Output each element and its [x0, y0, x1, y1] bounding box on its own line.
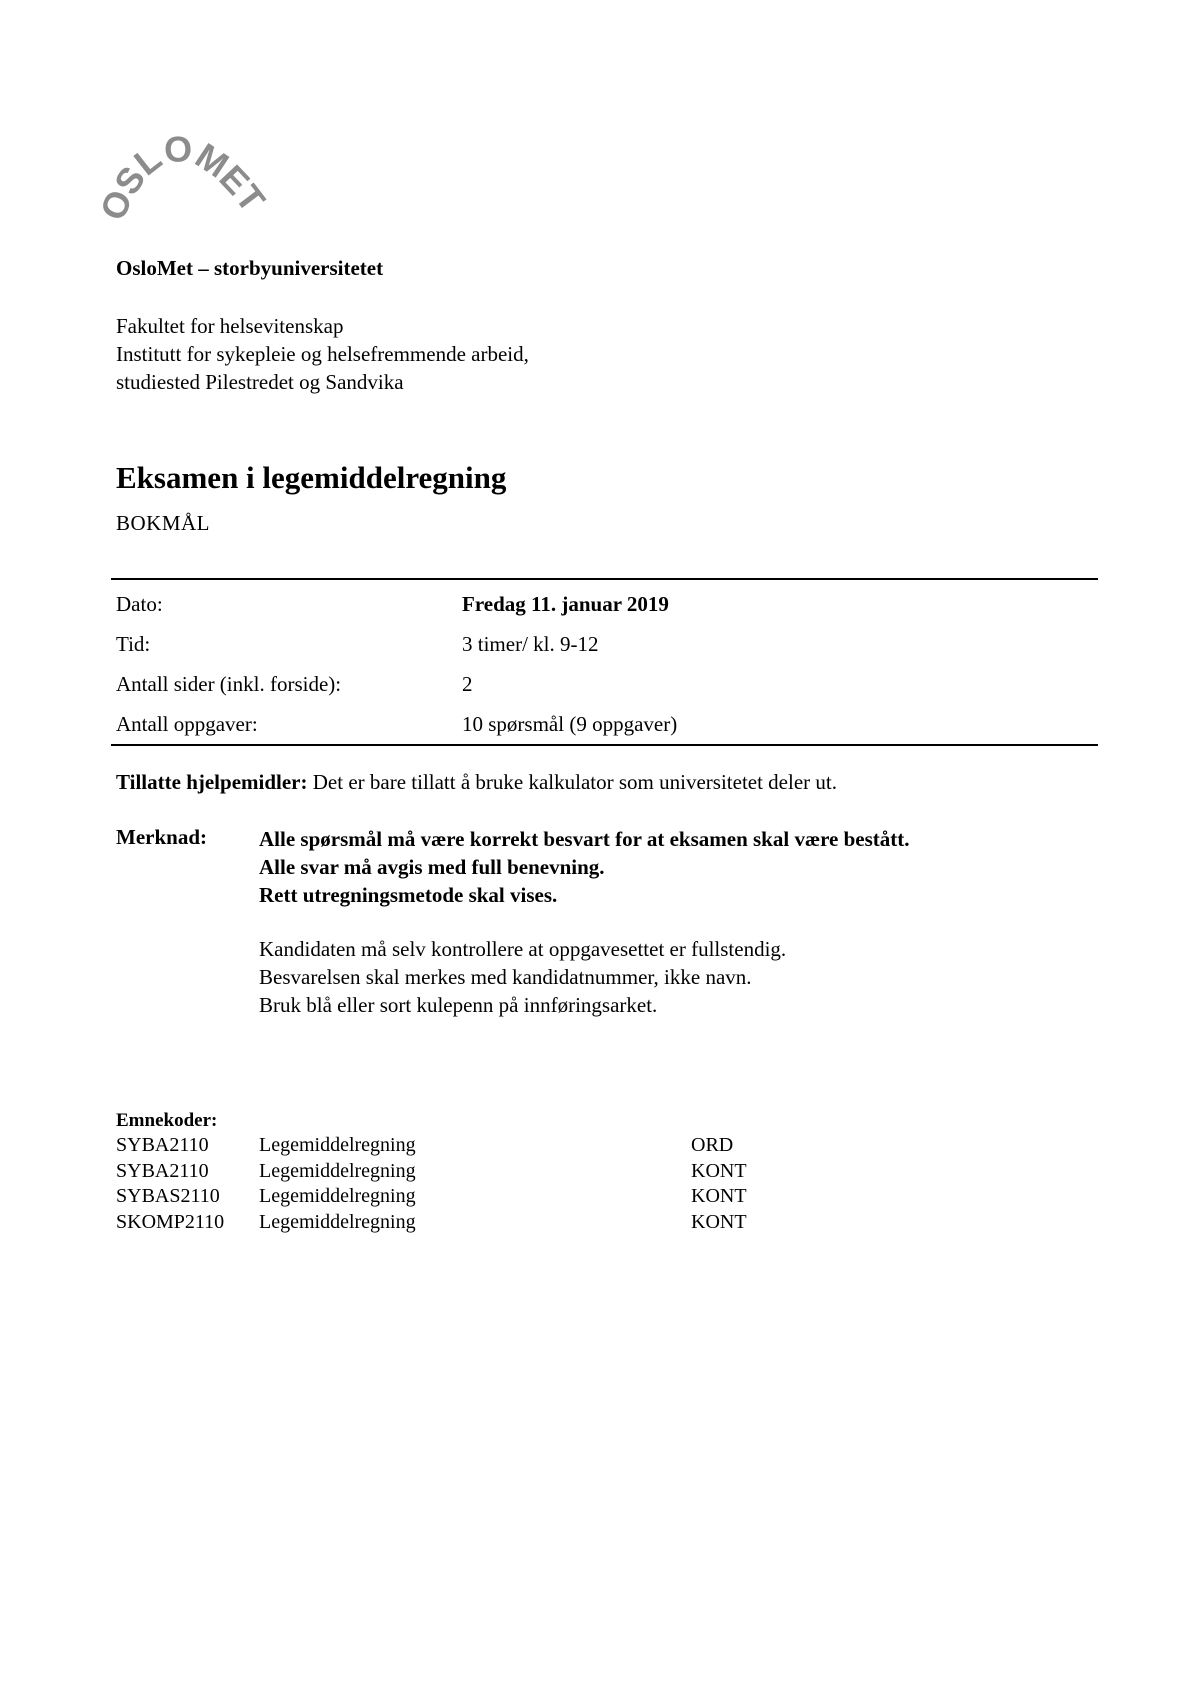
- info-label: Dato:: [116, 591, 163, 616]
- info-row-tasks: [111, 704, 1098, 745]
- info-value-tasks: 10 spørsmål (9 oppgaver): [462, 711, 678, 736]
- info-label: Antall sider (inkl. forside):: [116, 671, 342, 696]
- course-codes-table: [116, 1134, 747, 1236]
- course-code-row: [116, 1160, 747, 1186]
- exam-title: Eksamen i legemiddelregning: [116, 460, 507, 495]
- remark-line: Alle svar må avgis med full benevning.: [259, 855, 605, 879]
- instruction-line: Kandidaten må selv kontrollere at oppgavesettet er fullstendig.: [259, 937, 787, 961]
- allowed-aids-label: Tillatte hjelpemidler:: [116, 770, 308, 794]
- institute-line: Institutt for sykepleie og helsefremmende arbeid,: [116, 342, 529, 366]
- info-label: Tid:: [116, 631, 151, 656]
- course-type: KONT: [691, 1159, 747, 1182]
- campus-line: studiested Pilestredet og Sandvika: [116, 370, 404, 394]
- course-type: KONT: [691, 1210, 747, 1233]
- course-name: Legemiddelregning: [259, 1159, 416, 1182]
- institution-name: OsloMet – storbyuniversitetet: [116, 256, 384, 280]
- course-name: Legemiddelregning: [259, 1185, 416, 1207]
- remarks-bold-block: [259, 825, 910, 909]
- info-label: Antall oppgaver:: [116, 711, 258, 736]
- info-row-date: [111, 579, 1098, 624]
- course-code: SKOMP2110: [116, 1210, 225, 1233]
- info-row-time: [111, 624, 1098, 664]
- oslomet-logo-graphic: [91, 128, 274, 228]
- remark-line: Alle spørsmål må være korrekt besvart for at eksamen skal være bestått.: [259, 827, 910, 851]
- allowed-aids-text: Det er bare tillatt å bruke kalkulator som universitetet deler ut.: [312, 770, 837, 794]
- oslomet-logo-text: OSLOMET: [91, 128, 274, 227]
- remark-line: Rett utregningsmetode skal vises.: [259, 883, 558, 907]
- course-code: SYBA2110: [116, 1134, 209, 1156]
- remarks-label: Merknad:: [116, 825, 207, 849]
- instruction-line: Bruk blå eller sort kulepenn på innføringsarket.: [259, 993, 658, 1017]
- course-name: Legemiddelregning: [259, 1134, 416, 1156]
- course-type: KONT: [691, 1185, 747, 1207]
- allowed-aids: [116, 770, 837, 795]
- course-code-row: [116, 1134, 747, 1160]
- course-codes-header: Emnekoder:: [116, 1110, 218, 1131]
- info-row-pages: [111, 664, 1098, 704]
- course-code: SYBA2110: [116, 1159, 209, 1182]
- course-type: ORD: [691, 1134, 734, 1156]
- exam-info-table: [111, 578, 1098, 746]
- course-name: Legemiddelregning: [259, 1210, 416, 1233]
- oslomet-logo: [91, 128, 274, 228]
- info-value-pages: 2: [462, 671, 473, 696]
- exam-language: BOKMÅL: [116, 511, 211, 535]
- instruction-line: Besvarelsen skal merkes med kandidatnummer, ikke navn.: [259, 965, 752, 989]
- course-code: SYBAS2110: [116, 1185, 220, 1207]
- course-code-row: [116, 1185, 747, 1211]
- faculty-block: [116, 312, 529, 396]
- remarks-plain-block: [259, 935, 786, 1019]
- faculty-line: Fakultet for helsevitenskap: [116, 314, 344, 338]
- info-value-time: 3 timer/ kl. 9-12: [462, 631, 599, 656]
- info-value-date: Fredag 11. januar 2019: [462, 591, 669, 616]
- course-code-row: [116, 1211, 747, 1237]
